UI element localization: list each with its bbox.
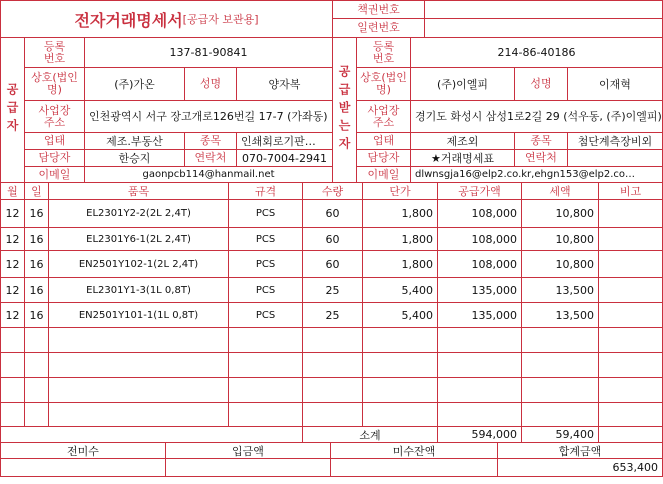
subtotal-supply: 594,000: [437, 426, 522, 443]
supplier-contact: 한승지: [84, 149, 185, 167]
buyer-address-label: [356, 100, 411, 133]
row-day: [24, 327, 49, 353]
row-day: [24, 377, 49, 403]
subtotal-label: 소계: [302, 426, 438, 443]
received-label: 입금액: [165, 442, 331, 459]
row-item: [48, 352, 229, 378]
grand-total-value: 653,400: [497, 458, 663, 477]
buyer-name: 이재혁: [567, 67, 663, 101]
row-month: [0, 352, 25, 378]
row-day: 16: [24, 277, 49, 303]
title-subtitle: [공급자 보관용]: [182, 13, 259, 26]
supplier-reg-no-label-text: 등록번호: [43, 39, 66, 65]
row-note: [598, 352, 663, 378]
row-unit-price: [362, 377, 438, 403]
supplier-address: 인천광역시 서구 장고개로126번길 17-7 (가좌동): [84, 100, 333, 133]
buyer-biz-type: 제조외: [410, 132, 515, 150]
row-item: EN2501Y101-1(1L 0,8T): [48, 302, 229, 328]
row-supply: 135,000: [437, 302, 522, 328]
supplier-contact-label: 담당자: [24, 149, 85, 167]
col-spec-header: 규격: [228, 182, 303, 200]
row-qty: [302, 352, 363, 378]
supplier-reg-no: 137-81-90841: [84, 37, 333, 68]
unpaid-value: [330, 458, 498, 477]
row-qty: 60: [302, 250, 363, 278]
row-unit-price: 1,800: [362, 227, 438, 251]
buyer-biz-type-label: 업태: [356, 132, 411, 150]
row-tax: [521, 327, 599, 353]
row-month: [0, 327, 25, 353]
row-item: [48, 377, 229, 403]
row-note: [598, 199, 663, 228]
col-note-header: 비고: [598, 182, 663, 200]
supplier-company: (주)가온: [84, 67, 185, 101]
row-item: [48, 402, 229, 427]
row-spec: PCS: [228, 302, 303, 328]
row-tax: [521, 352, 599, 378]
row-note: [598, 327, 663, 353]
buyer-contact: ★거래명세표: [410, 149, 515, 167]
prev-balance-label: 전미수: [0, 442, 166, 459]
row-unit-price: [362, 327, 438, 353]
row-unit-price: 1,800: [362, 199, 438, 228]
subtotal-note: [598, 426, 663, 443]
row-note: [598, 377, 663, 403]
row-day: 16: [24, 302, 49, 328]
buyer-company-label: [356, 67, 411, 101]
row-unit-price: [362, 402, 438, 427]
row-spec: PCS: [228, 250, 303, 278]
supplier-biz-item: 인쇄회로기판…: [236, 132, 333, 150]
supplier-company-label-text: 상호(법인명): [31, 71, 78, 96]
row-note: [598, 402, 663, 427]
row-item: [48, 327, 229, 353]
buyer-name-label: 성명: [514, 67, 568, 101]
row-tax: 10,800: [521, 250, 599, 278]
row-unit-price: 1,800: [362, 250, 438, 278]
col-qty-header: 수량: [302, 182, 363, 200]
buyer-company: (주)이엘피: [410, 67, 515, 101]
subtotal-tax: 59,400: [521, 426, 599, 443]
buyer-contact-label: 담당자: [356, 149, 411, 167]
row-spec: PCS: [228, 277, 303, 303]
supplier-side-label: 공급자: [0, 37, 25, 183]
supplier-name: 양자복: [236, 67, 333, 101]
col-unit-price-header: 단가: [362, 182, 438, 200]
col-supply-header: 공급가액: [437, 182, 522, 200]
buyer-phone-label: 연락처: [514, 149, 568, 167]
received-value: [165, 458, 331, 477]
row-day: 16: [24, 250, 49, 278]
row-spec: [228, 352, 303, 378]
supplier-phone-label: 연락처: [184, 149, 237, 167]
supplier-company-label: [24, 67, 85, 101]
row-item: EL2301Y1-3(1L 0,8T): [48, 277, 229, 303]
row-qty: [302, 327, 363, 353]
supplier-reg-no-label: [24, 37, 85, 68]
row-month: 12: [0, 199, 25, 228]
row-supply: 108,000: [437, 227, 522, 251]
row-tax: 10,800: [521, 227, 599, 251]
row-month: [0, 377, 25, 403]
row-item: EN2501Y102-1(2L 2,4T): [48, 250, 229, 278]
supplier-address-label: [24, 100, 85, 133]
row-supply: 135,000: [437, 277, 522, 303]
row-month: 12: [0, 227, 25, 251]
row-tax: [521, 402, 599, 427]
row-note: [598, 250, 663, 278]
buyer-company-label-text: 상호(법인명): [360, 71, 407, 96]
supplier-email-label: 이메일: [24, 166, 85, 183]
title-text: 전자거래명세서: [74, 10, 183, 30]
buyer-reg-no-label-text: 등록번호: [372, 39, 395, 65]
buyer-email: dlwnsgja16@elp2.co.kr,ehgn153@elp2.co…: [410, 166, 663, 183]
row-qty: 60: [302, 199, 363, 228]
buyer-address: 경기도 화성시 삼성1로2길 29 (석우동, (주)이엘피): [410, 100, 663, 133]
supplier-address-label-text: 사업장주소: [38, 103, 71, 129]
supplier-biz-type-label: 업태: [24, 132, 85, 150]
row-spec: [228, 377, 303, 403]
unpaid-label: 미수잔액: [330, 442, 498, 459]
row-spec: PCS: [228, 227, 303, 251]
row-month: 12: [0, 250, 25, 278]
row-qty: 25: [302, 302, 363, 328]
row-day: [24, 402, 49, 427]
buyer-biz-item: 첨단계측장비외: [567, 132, 663, 150]
buyer-reg-no: 214-86-40186: [410, 37, 663, 68]
subtotal-spacer: [0, 426, 303, 443]
row-tax: 13,500: [521, 302, 599, 328]
col-tax-header: 세액: [521, 182, 599, 200]
row-qty: [302, 402, 363, 427]
buyer-phone: [567, 149, 663, 167]
buyer-email-label: 이메일: [356, 166, 411, 183]
row-tax: 10,800: [521, 199, 599, 228]
row-item: EL2301Y6-1(2L 2,4T): [48, 227, 229, 251]
supplier-biz-item-label: 종목: [184, 132, 237, 150]
serial-no-label: 일련번호: [332, 18, 425, 38]
row-unit-price: [362, 352, 438, 378]
row-spec: PCS: [228, 199, 303, 228]
row-supply: [437, 402, 522, 427]
book-no-value: [424, 0, 663, 19]
row-spec: [228, 327, 303, 353]
supplier-name-label: 성명: [184, 67, 237, 101]
row-supply: 108,000: [437, 250, 522, 278]
row-month: 12: [0, 302, 25, 328]
row-supply: [437, 327, 522, 353]
book-no-label: 책권번호: [332, 0, 425, 19]
grand-total-label: 합계금액: [497, 442, 663, 459]
col-day-header: 일: [24, 182, 49, 200]
row-item: EL2301Y2-2(2L 2,4T): [48, 199, 229, 228]
row-supply: 108,000: [437, 199, 522, 228]
row-note: [598, 277, 663, 303]
supplier-biz-type: 제조.부동산: [84, 132, 185, 150]
row-unit-price: 5,400: [362, 302, 438, 328]
row-unit-price: 5,400: [362, 277, 438, 303]
row-tax: 13,500: [521, 277, 599, 303]
document-title: [0, 0, 333, 38]
row-month: [0, 402, 25, 427]
serial-no-value: [424, 18, 663, 38]
row-day: 16: [24, 199, 49, 228]
row-day: 16: [24, 227, 49, 251]
supplier-phone: 070-7004-2941: [236, 149, 333, 167]
row-qty: 25: [302, 277, 363, 303]
col-month-header: 월: [0, 182, 25, 200]
row-note: [598, 302, 663, 328]
supplier-email: gaonpcb114@hanmail.net: [84, 166, 333, 183]
buyer-address-label-text: 사업장주소: [367, 103, 400, 129]
row-qty: 60: [302, 227, 363, 251]
row-note: [598, 227, 663, 251]
prev-balance-value: [0, 458, 166, 477]
row-supply: [437, 377, 522, 403]
row-month: 12: [0, 277, 25, 303]
row-tax: [521, 377, 599, 403]
buyer-biz-item-label: 종목: [514, 132, 568, 150]
row-supply: [437, 352, 522, 378]
col-item-header: 품목: [48, 182, 229, 200]
row-spec: [228, 402, 303, 427]
buyer-side-label: 공급받는자: [332, 37, 357, 183]
buyer-reg-no-label: [356, 37, 411, 68]
row-qty: [302, 377, 363, 403]
row-day: [24, 352, 49, 378]
